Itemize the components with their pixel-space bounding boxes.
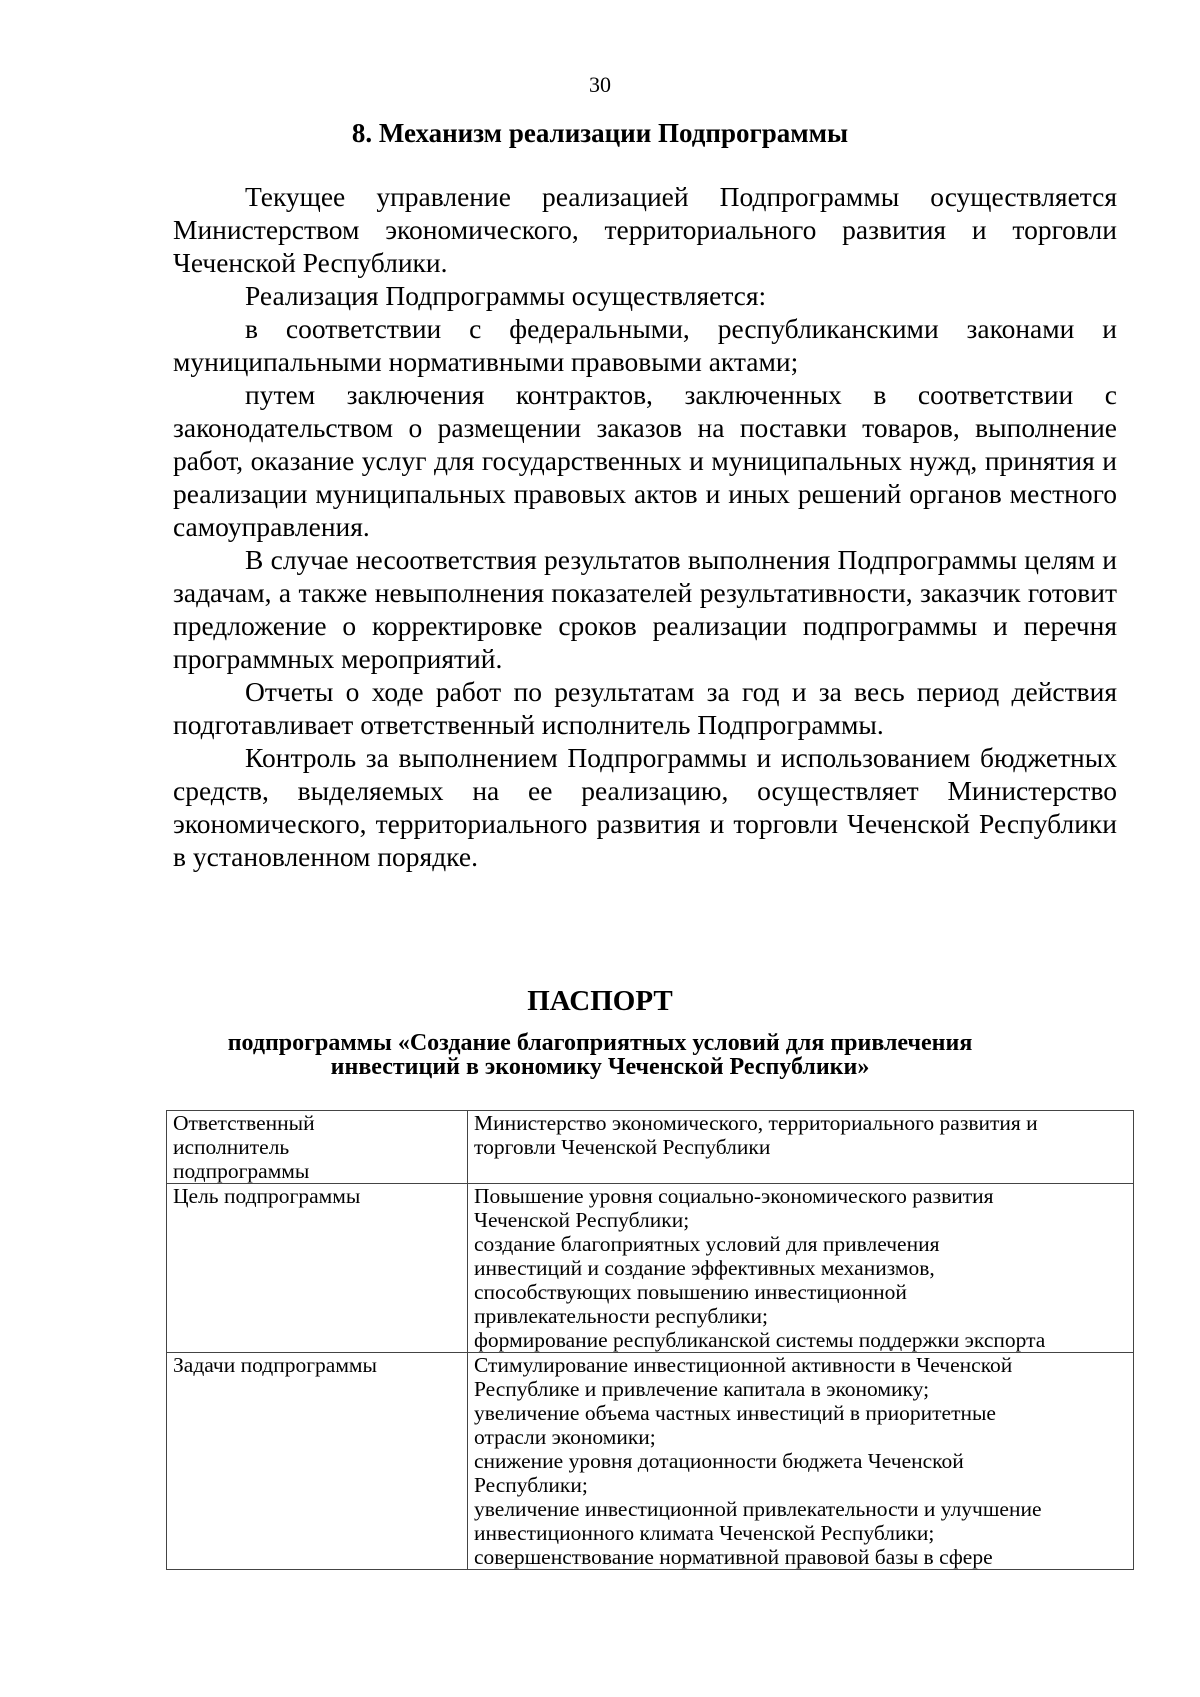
table-row	[167, 1111, 1134, 1184]
row-label-line: подпрограммы	[173, 1159, 310, 1183]
passport-subtitle-line: подпрограммы «Создание благоприятных условий для привлечения	[227, 1030, 973, 1056]
section-title: 8. Механизм реализации Подпрограммы	[351, 118, 849, 148]
row-value-line: Республики;	[474, 1473, 588, 1497]
row-value-line: Чеченской Республики;	[474, 1208, 690, 1232]
row-label-line: Задачи подпрограммы	[173, 1353, 377, 1377]
table-row	[167, 1353, 1134, 1570]
row-label-cell	[167, 1184, 468, 1353]
row-value-cell	[468, 1353, 1134, 1570]
page-number: 30	[589, 72, 611, 97]
paragraph: Текущее управление реализацией Подпрограммы осуществляется Министерством экономического, территориального развития и торговли Чеченской Республики.	[173, 181, 1117, 278]
row-label-cell	[167, 1111, 468, 1184]
paragraph: в соответствии с федеральными, республиканскими законами и муниципальными нормативными правовыми актами;	[173, 313, 1117, 377]
passport-subtitle-line: инвестиций в экономику Чеченской Республики»	[330, 1054, 870, 1080]
row-value-line: создание благоприятных условий для привлечения	[474, 1232, 940, 1256]
paragraph: Контроль за выполнением Подпрограммы и использованием бюджетных средств, выделяемых на ее реализацию, осуществляет Министерство экономического, территориального развития и торговли Чеченской Республики в установленном порядке.	[173, 742, 1117, 872]
row-value-line: снижение уровня дотационности бюджета Чеченской	[474, 1449, 964, 1473]
row-value-line: торговли Чеченской Республики	[474, 1135, 771, 1159]
row-value-line: инвестиций и создание эффективных механизмов,	[474, 1256, 935, 1280]
row-value-line: отрасли экономики;	[474, 1425, 656, 1449]
row-value-line: совершенствование нормативной правовой базы в сфере	[474, 1545, 993, 1569]
row-label-cell	[167, 1353, 468, 1570]
paragraph: Реализация Подпрограммы осуществляется:	[245, 280, 767, 311]
row-label-line: Ответственный	[173, 1111, 315, 1135]
row-value-line: формирование республиканской системы поддержки экспорта	[474, 1328, 1046, 1352]
row-value-line: способствующих повышению инвестиционной	[474, 1280, 907, 1304]
row-value-line: Министерство экономического, территориального развития и	[474, 1111, 1038, 1135]
row-value-line: Республике и привлечение капитала в экономику;	[474, 1377, 930, 1401]
body-text	[173, 180, 1117, 873]
paragraph: путем заключения контрактов, заключенных в соответствии с законодательством о размещении заказов на поставки товаров, выполнение работ, оказание услуг для государственных и муниципальных нужд, принятия и реализации муниципальных правовых актов и иных решений органов местного самоуправления.	[173, 379, 1117, 542]
row-value-line: привлекательности республики;	[474, 1304, 768, 1328]
row-value-cell	[468, 1184, 1134, 1353]
row-value-line: увеличение объема частных инвестиций в приоритетные	[474, 1401, 996, 1425]
row-label-line: исполнитель	[173, 1135, 290, 1159]
paragraph: Отчеты о ходе работ по результатам за год и за весь период действия подготавливает ответственный исполнитель Подпрограммы.	[173, 676, 1117, 740]
passport-subtitle	[180, 1031, 1020, 1079]
paragraph: В случае несоответствия результатов выполнения Подпрограммы целям и задачам, а также невыполнения показателей результативности, заказчик готовит предложение о корректировке сроков реализации подпрограммы и перечня программных мероприятий.	[173, 544, 1117, 674]
row-value-line: увеличение инвестиционной привлекательности и улучшение	[474, 1497, 1042, 1521]
table-row	[167, 1184, 1134, 1353]
row-value-cell	[468, 1111, 1134, 1184]
row-value-line: Повышение уровня социально-экономического развития	[474, 1184, 994, 1208]
passport-table	[166, 1110, 1134, 1570]
row-value-line: инвестиционного климата Чеченской Республики;	[474, 1521, 935, 1545]
passport-title: ПАСПОРТ	[527, 985, 673, 1017]
row-label-line: Цель подпрограммы	[173, 1184, 361, 1208]
row-value-line: Стимулирование инвестиционной активности в Чеченской	[474, 1353, 1013, 1377]
